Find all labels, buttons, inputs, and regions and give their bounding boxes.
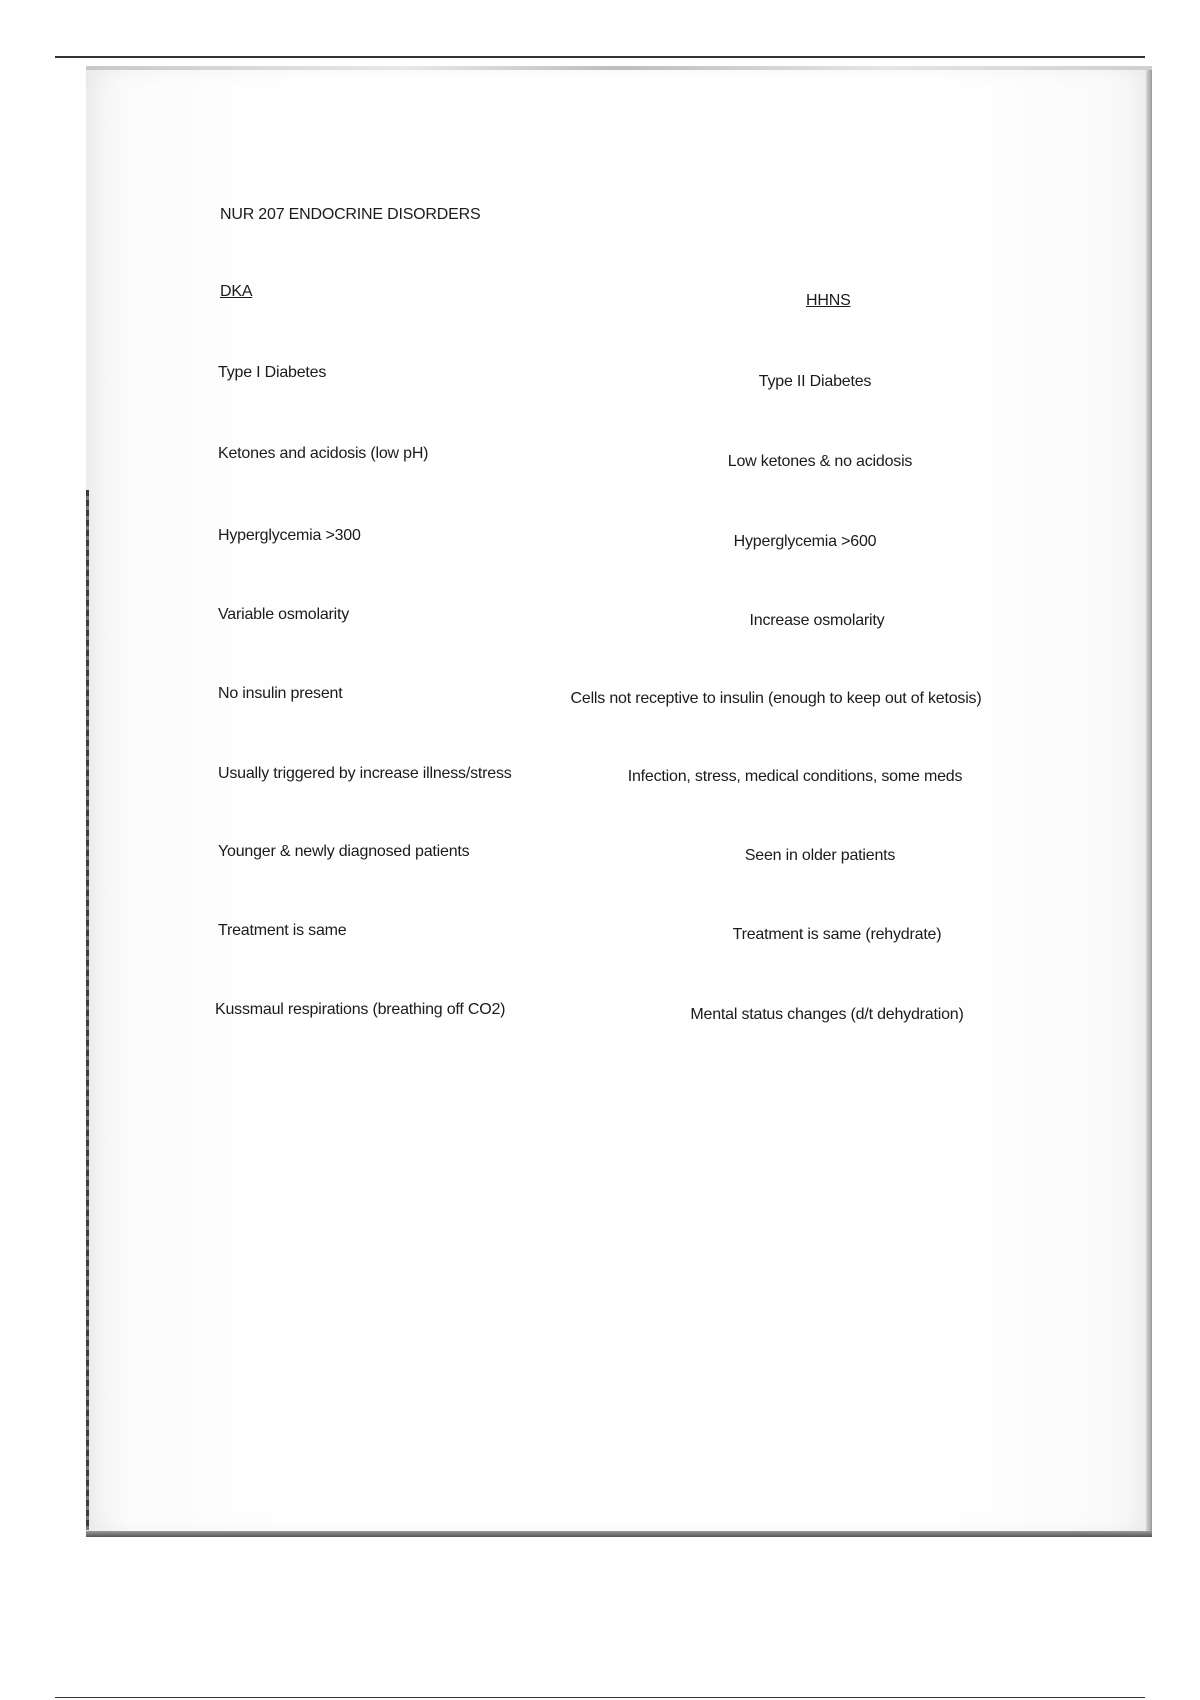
document-title: NUR 207 ENDOCRINE DISORDERS [220,206,481,223]
hhns-row-5: Cells not receptive to insulin (enough to keep out of ketosis) [570,690,982,707]
bottom-divider [55,1697,1145,1698]
dka-row-2: Ketones and acidosis (low pH) [218,445,429,462]
dka-row-9: Kussmaul respirations (breathing off CO2) [215,1001,506,1018]
hhns-row-6: Infection, stress, medical conditions, some meds [627,768,963,785]
dka-row-4: Variable osmolarity [218,606,350,623]
scan-right-edge [1146,70,1152,1536]
hhns-row-8: Treatment is same (rehydrate) [732,926,942,943]
dka-row-5: No insulin present [218,685,343,702]
dka-row-3: Hyperglycemia >300 [218,527,361,544]
scan-bottom-edge [86,1531,1152,1537]
hhns-row-1: Type II Diabetes [758,373,872,390]
top-divider [55,56,1145,58]
dka-row-1: Type I Diabetes [218,364,327,381]
dka-row-8: Treatment is same [218,922,347,939]
hhns-row-7: Seen in older patients [744,847,896,864]
hhns-row-3: Hyperglycemia >600 [733,533,877,550]
dka-row-7: Younger & newly diagnosed patients [218,843,470,860]
scan-left-edge [86,490,89,1530]
scan-top-edge [86,66,1152,70]
hhns-row-4: Increase osmolarity [749,612,885,629]
hhns-row-9: Mental status changes (d/t dehydration) [690,1006,964,1023]
dka-row-6: Usually triggered by increase illness/stress [218,765,512,782]
column-heading-hhns: HHNS [806,292,851,309]
hhns-row-2: Low ketones & no acidosis [727,453,913,470]
column-heading-dka: DKA [220,283,253,300]
